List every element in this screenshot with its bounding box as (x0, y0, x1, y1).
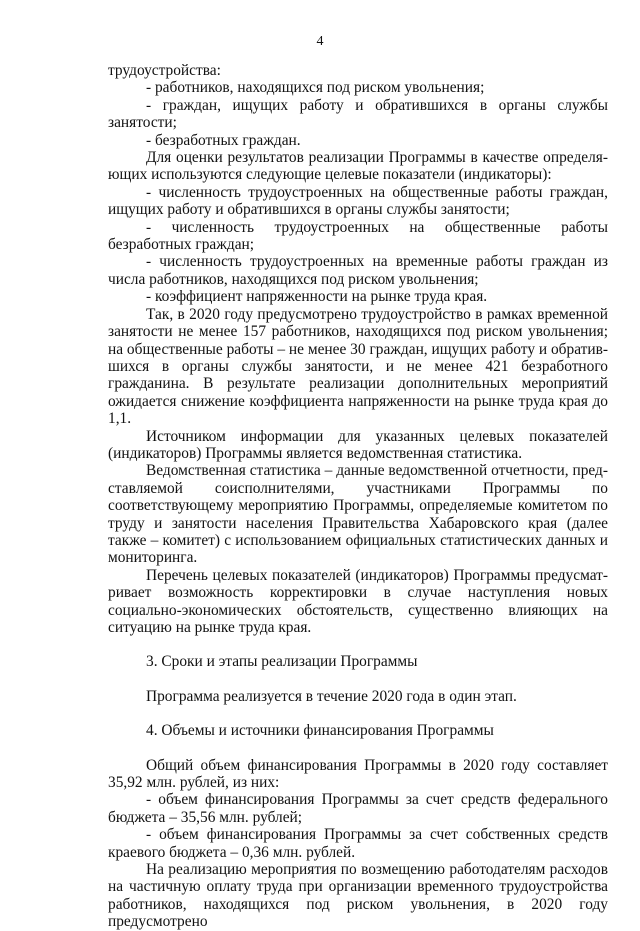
section-gap (108, 671, 608, 688)
paragraph: Общий объем финансирования Программы в 2020 году составляет 35,92 млн. рублей, из них: (108, 756, 608, 792)
section-gap (108, 705, 608, 722)
paragraph: - работников, находящихся под риском увольнения; (146, 79, 485, 97)
section-heading: 3. Сроки и этапы реализации Программы (146, 653, 418, 671)
section-gap (108, 740, 608, 757)
paragraph: - объем финансирования Программы за счет средств федерального бюджета – 35,56 млн. рублей; (108, 791, 608, 826)
paragraph: Так, в 2020 году предусмотрено трудоустройство в рамках временной занятости не менее 157 работников, находящихся под риском увольнения; на общественные работы – не менее 30 граждан, ищущих работу и обратившихся в органы службы занятости, и не менее 421 безработного гражданина. В результате реализации дополнительных мероприятий ожидается снижение коэффициента напряженности на рынке труда края до 1,1. (108, 305, 608, 428)
paragraph: - численность трудоустроенных на временные работы граждан из числа работников, находящихся под риском увольнения; (108, 253, 608, 288)
paragraph: - коэффициент напряженности на рынке труда края. (146, 288, 488, 306)
page-number: 4 (316, 34, 324, 49)
paragraph: Перечень целевых показателей (индикаторов) Программы предусматривает возможность корректировки в случае наступления новых социально-экономических обстоятельств, существенно влияющих на ситуацию на рынке труда края. (108, 566, 608, 636)
document-body (108, 62, 608, 931)
section-heading: 4. Объемы и источники финансирования Программы (146, 722, 494, 740)
paragraph: - численность трудоустроенных на общественные работы безработных граждан; (108, 218, 608, 254)
paragraph: - безработных граждан. (146, 131, 301, 149)
paragraph: Программа реализуется в течение 2020 года в один этап. (146, 687, 517, 705)
paragraph: - граждан, ищущих работу и обратившихся в органы службы занятости; (108, 96, 608, 132)
paragraph: Ведомственная статистика – данные ведомственной отчетности, представляемой соисполнителями, участниками Программы по соответствующему мероприятию Программы, определяемые комитетом по труду и занятости населения Правительства Хабаровского края (далее также – комитет) с использованием официальных статистических данных и мониторинга. (108, 462, 608, 567)
section-gap (108, 636, 608, 653)
paragraph: - объем финансирования Программы за счет собственных средств краевого бюджета – 0,36 млн. рублей. (108, 826, 608, 861)
paragraph: трудоустройства: (108, 62, 221, 79)
paragraph: Источником информации для указанных целевых показателей (индикаторов) Программы является ведомственная статистика. (108, 427, 608, 462)
paragraph: - численность трудоустроенных на общественные работы граждан, ищущих работу и обратившихся в органы службы занятости; (108, 183, 608, 219)
paragraph: На реализацию мероприятия по возмещению работодателям расходов на частичную оплату труда при организации временного трудоустройства работников, находящихся под риском увольнения, в 2020 году предусмотрено (108, 861, 608, 931)
paragraph: Для оценки результатов реализации Программы в качестве определяющих используются следующие целевые показатели (индикаторы): (108, 149, 608, 184)
